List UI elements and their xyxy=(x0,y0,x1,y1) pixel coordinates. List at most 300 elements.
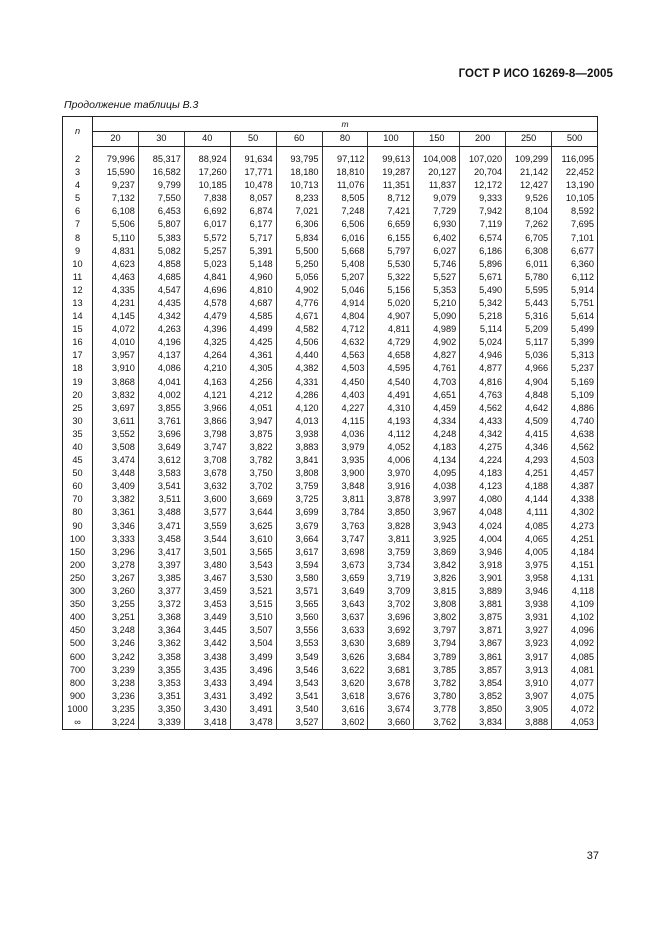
table-cell: 3,832 xyxy=(93,389,139,402)
table-row xyxy=(63,363,598,376)
table-cell: 18,810 xyxy=(322,166,368,179)
table-cell: 3,938 xyxy=(276,428,322,441)
n-value-cell: 600 xyxy=(63,651,93,664)
n-value-cell: 12 xyxy=(63,284,93,297)
table-cell: 5,500 xyxy=(276,245,322,258)
m-column-header: 30 xyxy=(138,132,184,147)
table-cell: 3,763 xyxy=(322,520,368,533)
n-value-cell: 200 xyxy=(63,559,93,572)
n-value-cell: 8 xyxy=(63,232,93,245)
table-cell: 5,169 xyxy=(571,376,594,387)
table-cell: 6,692 xyxy=(184,205,230,218)
table-cell: 3,861 xyxy=(460,651,506,664)
m-column-header: 150 xyxy=(414,132,460,147)
table-cell: 3,778 xyxy=(414,703,460,716)
table-cell: 4,499 xyxy=(230,323,276,336)
table-cell: 3,649 xyxy=(322,585,368,598)
table-cell: 9,526 xyxy=(506,192,552,205)
n-value-cell: 300 xyxy=(63,585,93,598)
table-cell: 4,006 xyxy=(368,454,414,467)
table-cell: 3,834 xyxy=(460,716,506,730)
n-value-cell: 700 xyxy=(63,664,93,677)
table-cell: 3,620 xyxy=(322,677,368,690)
table-cell: 3,236 xyxy=(93,690,139,703)
table-cell: 18,180 xyxy=(276,166,322,179)
table-cell: 7,101 xyxy=(571,232,594,243)
table-cell: 4,080 xyxy=(460,493,506,506)
n-value-cell: 9 xyxy=(63,245,93,258)
table-cell: 3,355 xyxy=(138,664,184,677)
table-cell: 4,562 xyxy=(460,402,506,415)
table-cell: 12,427 xyxy=(506,179,552,192)
n-value-cell: 7 xyxy=(63,218,93,231)
table-cell: 3,385 xyxy=(138,572,184,585)
table-row xyxy=(63,651,598,664)
table-cell: 10,713 xyxy=(276,179,322,192)
table-cell: 5,207 xyxy=(322,271,368,284)
n-value-cell: 16 xyxy=(63,336,93,349)
table-cell: 3,448 xyxy=(93,467,139,480)
table-cell: 4,134 xyxy=(414,454,460,467)
table-cell: 4,248 xyxy=(414,428,460,441)
table-cell: 79,996 xyxy=(93,147,139,167)
table-cell: 3,708 xyxy=(184,454,230,467)
table-row xyxy=(63,349,598,362)
table-row xyxy=(63,716,598,730)
table-cell: 3,625 xyxy=(230,520,276,533)
table-cell: 3,747 xyxy=(322,533,368,546)
table-cell: 4,651 xyxy=(414,389,460,402)
table-cell: 3,361 xyxy=(93,507,139,520)
table-cell: 7,838 xyxy=(184,192,230,205)
table-cell: 4,776 xyxy=(276,297,322,310)
table-cell: 4,065 xyxy=(506,533,552,546)
table-cell: 4,712 xyxy=(322,323,368,336)
table-cell: 4,210 xyxy=(184,363,230,376)
table-row xyxy=(63,297,598,310)
table-cell: 99,613 xyxy=(368,147,414,167)
table-cell: 5,490 xyxy=(460,284,506,297)
n-value-cell: 150 xyxy=(63,546,93,559)
table-cell: 3,997 xyxy=(414,493,460,506)
n-value-cell: 50 xyxy=(63,467,93,480)
table-cell: 4,904 xyxy=(506,376,552,389)
table-row xyxy=(63,258,598,271)
table-cell: 4,914 xyxy=(322,297,368,310)
table-cell: 97,112 xyxy=(322,147,368,167)
table-cell: 19,287 xyxy=(368,166,414,179)
table-cell: 3,918 xyxy=(460,559,506,572)
table-cell: 3,350 xyxy=(138,703,184,716)
table-row xyxy=(63,166,598,179)
table-cell: 7,695 xyxy=(571,219,594,230)
critical-values-table xyxy=(62,116,598,730)
n-value-cell: 60 xyxy=(63,480,93,493)
table-cell: 6,930 xyxy=(414,218,460,231)
table-row xyxy=(63,389,598,402)
n-value-cell: 45 xyxy=(63,454,93,467)
table-cell: 7,421 xyxy=(368,205,414,218)
table-cell: 3,852 xyxy=(460,690,506,703)
table-row xyxy=(63,493,598,506)
table-cell: 3,600 xyxy=(184,493,230,506)
table-cell: 5,109 xyxy=(571,389,594,400)
table-cell: 5,148 xyxy=(230,258,276,271)
table-cell: 3,541 xyxy=(276,690,322,703)
table-cell: 4,004 xyxy=(460,533,506,546)
table-cell: 4,081 xyxy=(571,664,594,675)
n-value-cell: 1000 xyxy=(63,703,93,716)
table-cell: 3,780 xyxy=(414,690,460,703)
table-cell: 3,975 xyxy=(506,559,552,572)
table-cell: 3,546 xyxy=(276,664,322,677)
table-cell: 3,449 xyxy=(184,611,230,624)
table-cell: 4,547 xyxy=(138,284,184,297)
table-cell: 5,023 xyxy=(184,258,230,271)
table-cell: 3,622 xyxy=(322,664,368,677)
table-cell: 3,709 xyxy=(368,585,414,598)
table-cell: 3,761 xyxy=(138,415,184,428)
table-cell: 5,046 xyxy=(322,284,368,297)
table-cell: 3,798 xyxy=(184,428,230,441)
n-value-cell: 15 xyxy=(63,323,93,336)
table-row xyxy=(63,572,598,585)
table-cell: 6,017 xyxy=(184,218,230,231)
table-cell: 4,382 xyxy=(276,363,322,376)
table-cell: 4,877 xyxy=(460,363,506,376)
table-cell: 3,480 xyxy=(184,559,230,572)
table-cell: 5,408 xyxy=(322,258,368,271)
table-cell: 3,696 xyxy=(368,611,414,624)
table-cell: 4,491 xyxy=(368,389,414,402)
table-cell: 4,989 xyxy=(414,323,460,336)
table-cell: 3,368 xyxy=(138,611,184,624)
table-cell: 3,242 xyxy=(93,651,139,664)
table-cell: 4,092 xyxy=(571,638,594,649)
table-row xyxy=(63,218,598,231)
table-cell: 6,659 xyxy=(368,218,414,231)
table-cell: 5,671 xyxy=(460,271,506,284)
table-cell: 5,746 xyxy=(414,258,460,271)
table-cell: 4,338 xyxy=(571,494,594,505)
table-cell: 4,763 xyxy=(460,389,506,402)
n-value-cell: 350 xyxy=(63,598,93,611)
table-cell: 4,335 xyxy=(93,284,139,297)
table-cell: 3,842 xyxy=(414,559,460,572)
table-cell: 3,866 xyxy=(184,415,230,428)
table-cell: 3,649 xyxy=(138,441,184,454)
n-value-cell: 3 xyxy=(63,166,93,179)
table-cell: 4,109 xyxy=(571,599,594,610)
table-cell: 4,703 xyxy=(414,376,460,389)
table-cell: 3,364 xyxy=(138,624,184,637)
table-cell: 85,317 xyxy=(138,147,184,167)
table-cell: 4,273 xyxy=(571,520,594,531)
table-cell: 3,673 xyxy=(322,559,368,572)
n-value-cell: 500 xyxy=(63,637,93,650)
table-cell: 6,011 xyxy=(506,258,552,271)
table-cell: 5,595 xyxy=(506,284,552,297)
table-cell: 5,717 xyxy=(230,232,276,245)
n-value-cell: 14 xyxy=(63,310,93,323)
table-cell: 3,759 xyxy=(368,546,414,559)
table-cell: 3,544 xyxy=(184,533,230,546)
table-cell: 3,883 xyxy=(276,441,322,454)
table-cell: 3,560 xyxy=(276,611,322,624)
table-cell: 3,445 xyxy=(184,624,230,637)
table-cell: 4,096 xyxy=(571,625,594,636)
table-cell: 3,617 xyxy=(276,546,322,559)
table-cell: 6,177 xyxy=(230,218,276,231)
table-cell: 10,185 xyxy=(184,179,230,192)
table-cell: 3,678 xyxy=(368,677,414,690)
table-cell: 3,278 xyxy=(93,559,139,572)
table-cell: 6,574 xyxy=(460,232,506,245)
table-cell: 3,808 xyxy=(276,467,322,480)
table-cell: 6,306 xyxy=(276,218,322,231)
table-cell: 4,435 xyxy=(138,297,184,310)
table-cell: 9,799 xyxy=(138,179,184,192)
n-value-cell: 900 xyxy=(63,690,93,703)
table-cell: 3,471 xyxy=(138,520,184,533)
table-cell: 4,184 xyxy=(571,546,594,557)
table-row xyxy=(63,284,598,297)
n-value-cell: 30 xyxy=(63,415,93,428)
table-row xyxy=(63,546,598,559)
n-value-cell: 18 xyxy=(63,363,93,376)
table-cell: 4,302 xyxy=(571,507,594,518)
table-row xyxy=(63,624,598,637)
n-value-cell: 19 xyxy=(63,376,93,389)
table-cell: 3,530 xyxy=(230,572,276,585)
table-cell: 4,251 xyxy=(571,533,594,544)
table-cell: 4,048 xyxy=(460,507,506,520)
n-value-cell: 17 xyxy=(63,349,93,362)
table-cell: 3,696 xyxy=(138,428,184,441)
table-cell: 6,677 xyxy=(571,245,594,256)
document-standard-code: ГОСТ Р ИСО 16269-8—2005 xyxy=(458,68,613,80)
table-row xyxy=(63,637,598,650)
table-cell: 3,850 xyxy=(368,507,414,520)
table-cell: 7,119 xyxy=(460,218,506,231)
table-cell: 3,875 xyxy=(460,611,506,624)
table-row xyxy=(63,310,598,323)
table-cell: 3,811 xyxy=(322,493,368,506)
table-cell: 3,362 xyxy=(138,637,184,650)
table-cell: 6,402 xyxy=(414,232,460,245)
table-cell: 5,572 xyxy=(184,232,230,245)
table-cell: 3,684 xyxy=(368,651,414,664)
table-cell: 4,342 xyxy=(138,310,184,323)
table-cell: 4,251 xyxy=(506,467,552,480)
table-cell: 109,299 xyxy=(506,147,552,167)
m-column-header: 20 xyxy=(93,132,139,147)
n-value-cell: 35 xyxy=(63,428,93,441)
table-cell: 4,562 xyxy=(571,442,594,452)
table-cell: 3,966 xyxy=(184,402,230,415)
table-row xyxy=(63,232,598,245)
table-cell: 4,687 xyxy=(230,297,276,310)
table-cell: 6,506 xyxy=(322,218,368,231)
table-cell: 3,224 xyxy=(93,716,139,730)
table-cell: 3,248 xyxy=(93,624,139,637)
table-cell: 4,907 xyxy=(368,310,414,323)
table-cell: 4,131 xyxy=(571,572,594,583)
table-cell: 3,802 xyxy=(414,611,460,624)
table-cell: 4,761 xyxy=(414,363,460,376)
table-cell: 6,874 xyxy=(230,205,276,218)
table-cell: 3,438 xyxy=(184,651,230,664)
table-cell: 15,590 xyxy=(93,166,139,179)
table-cell: 3,633 xyxy=(322,624,368,637)
table-cell: 3,901 xyxy=(460,572,506,585)
table-cell: 5,257 xyxy=(184,245,230,258)
table-cell: 3,747 xyxy=(184,441,230,454)
table-cell: 6,186 xyxy=(460,245,506,258)
table-cell: 5,506 xyxy=(93,218,139,231)
table-cell: 3,637 xyxy=(322,611,368,624)
table-cell: 3,979 xyxy=(322,441,368,454)
m-column-header: 200 xyxy=(460,132,506,147)
table-cell: 8,505 xyxy=(322,192,368,205)
table-cell: 4,804 xyxy=(322,310,368,323)
table-cell: 3,510 xyxy=(230,611,276,624)
table-cell: 4,183 xyxy=(460,467,506,480)
table-cell: 3,417 xyxy=(138,546,184,559)
table-cell: 7,550 xyxy=(138,192,184,205)
table-cell: 8,057 xyxy=(230,192,276,205)
table-cell: 4,685 xyxy=(138,271,184,284)
table-cell: 4,123 xyxy=(460,480,506,493)
table-cell: 4,331 xyxy=(276,376,322,389)
table-cell: 3,784 xyxy=(322,507,368,520)
table-cell: 4,503 xyxy=(571,455,594,466)
table-cell: 88,924 xyxy=(184,147,230,167)
table-cell: 5,024 xyxy=(460,336,506,349)
table-row xyxy=(63,336,598,349)
table-cell: 3,626 xyxy=(322,651,368,664)
table-row xyxy=(63,271,598,284)
table-cell: 3,881 xyxy=(460,598,506,611)
table-cell: 5,316 xyxy=(506,310,552,323)
table-cell: 3,925 xyxy=(414,533,460,546)
n-value-cell: 6 xyxy=(63,205,93,218)
table-cell: 4,036 xyxy=(322,428,368,441)
table-cell: 3,346 xyxy=(93,520,139,533)
table-cell: 3,435 xyxy=(184,664,230,677)
table-cell: 4,729 xyxy=(368,336,414,349)
table-cell: 3,515 xyxy=(230,598,276,611)
table-row xyxy=(63,441,598,454)
table-cell: 4,595 xyxy=(368,363,414,376)
table-cell: 4,966 xyxy=(506,363,552,376)
table-cell: 4,115 xyxy=(322,415,368,428)
table-cell: 5,342 xyxy=(460,297,506,310)
table-row xyxy=(63,376,598,389)
table-row xyxy=(63,415,598,428)
table-cell: 3,943 xyxy=(414,520,460,533)
table-cell: 5,527 xyxy=(414,271,460,284)
table-cell: 3,255 xyxy=(93,598,139,611)
table-cell: 3,474 xyxy=(93,454,139,467)
table-cell: 4,623 xyxy=(93,258,139,271)
n-value-cell: ∞ xyxy=(63,716,93,730)
table-cell: 4,038 xyxy=(414,480,460,493)
table-cell: 104,008 xyxy=(414,147,460,167)
table-cell: 3,679 xyxy=(276,520,322,533)
table-cell: 4,305 xyxy=(230,363,276,376)
table-cell: 7,942 xyxy=(460,205,506,218)
table-cell: 3,583 xyxy=(138,467,184,480)
table-cell: 4,509 xyxy=(506,415,552,428)
table-cell: 3,577 xyxy=(184,507,230,520)
table-cell: 4,841 xyxy=(184,271,230,284)
table-cell: 3,339 xyxy=(138,716,184,730)
table-cell: 17,771 xyxy=(230,166,276,179)
table-cell: 4,256 xyxy=(230,376,276,389)
table-cell: 5,110 xyxy=(93,232,139,245)
table-cell: 4,196 xyxy=(138,336,184,349)
table-cell: 5,353 xyxy=(414,284,460,297)
table-cell: 3,841 xyxy=(276,454,322,467)
table-cell: 4,816 xyxy=(460,376,506,389)
table-cell: 3,467 xyxy=(184,572,230,585)
table-cell: 3,580 xyxy=(276,572,322,585)
table-cell: 3,431 xyxy=(184,690,230,703)
table-cell: 3,430 xyxy=(184,703,230,716)
table-cell: 4,085 xyxy=(571,651,594,662)
table-cell: 4,095 xyxy=(414,467,460,480)
table-cell: 3,442 xyxy=(184,637,230,650)
table-cell: 3,433 xyxy=(184,677,230,690)
table-cell: 4,638 xyxy=(571,428,594,439)
table-cell: 3,409 xyxy=(93,480,139,493)
table-cell: 3,875 xyxy=(230,428,276,441)
table-cell: 5,751 xyxy=(571,297,594,308)
table-cell: 5,056 xyxy=(276,271,322,284)
table-cell: 3,664 xyxy=(276,533,322,546)
table-cell: 3,900 xyxy=(322,467,368,480)
table-cell: 4,342 xyxy=(460,428,506,441)
table-cell: 4,886 xyxy=(571,402,594,413)
table-cell: 4,227 xyxy=(322,402,368,415)
table-cell: 4,671 xyxy=(276,310,322,323)
table-cell: 3,565 xyxy=(230,546,276,559)
m-column-header: 80 xyxy=(322,132,368,147)
table-cell: 8,592 xyxy=(571,206,594,217)
table-cell: 3,855 xyxy=(138,402,184,415)
table-cell: 3,762 xyxy=(414,716,460,730)
table-cell: 4,440 xyxy=(276,349,322,362)
table-cell: 3,251 xyxy=(93,611,139,624)
table-cell: 4,144 xyxy=(506,493,552,506)
table-cell: 9,079 xyxy=(414,192,460,205)
table-cell: 5,322 xyxy=(368,271,414,284)
table-cell: 3,970 xyxy=(368,467,414,480)
table-cell: 4,151 xyxy=(571,559,594,570)
table-cell: 7,729 xyxy=(414,205,460,218)
table-cell: 3,296 xyxy=(93,546,139,559)
table-cell: 3,697 xyxy=(93,402,139,415)
table-cell: 21,142 xyxy=(506,166,552,179)
table-cell: 4,188 xyxy=(506,480,552,493)
table-cell: 3,815 xyxy=(414,585,460,598)
m-column-header: 50 xyxy=(230,132,276,147)
table-cell: 11,837 xyxy=(414,179,460,192)
table-cell: 4,642 xyxy=(506,402,552,415)
table-cell: 4,827 xyxy=(414,349,460,362)
table-cell: 3,907 xyxy=(506,690,552,703)
